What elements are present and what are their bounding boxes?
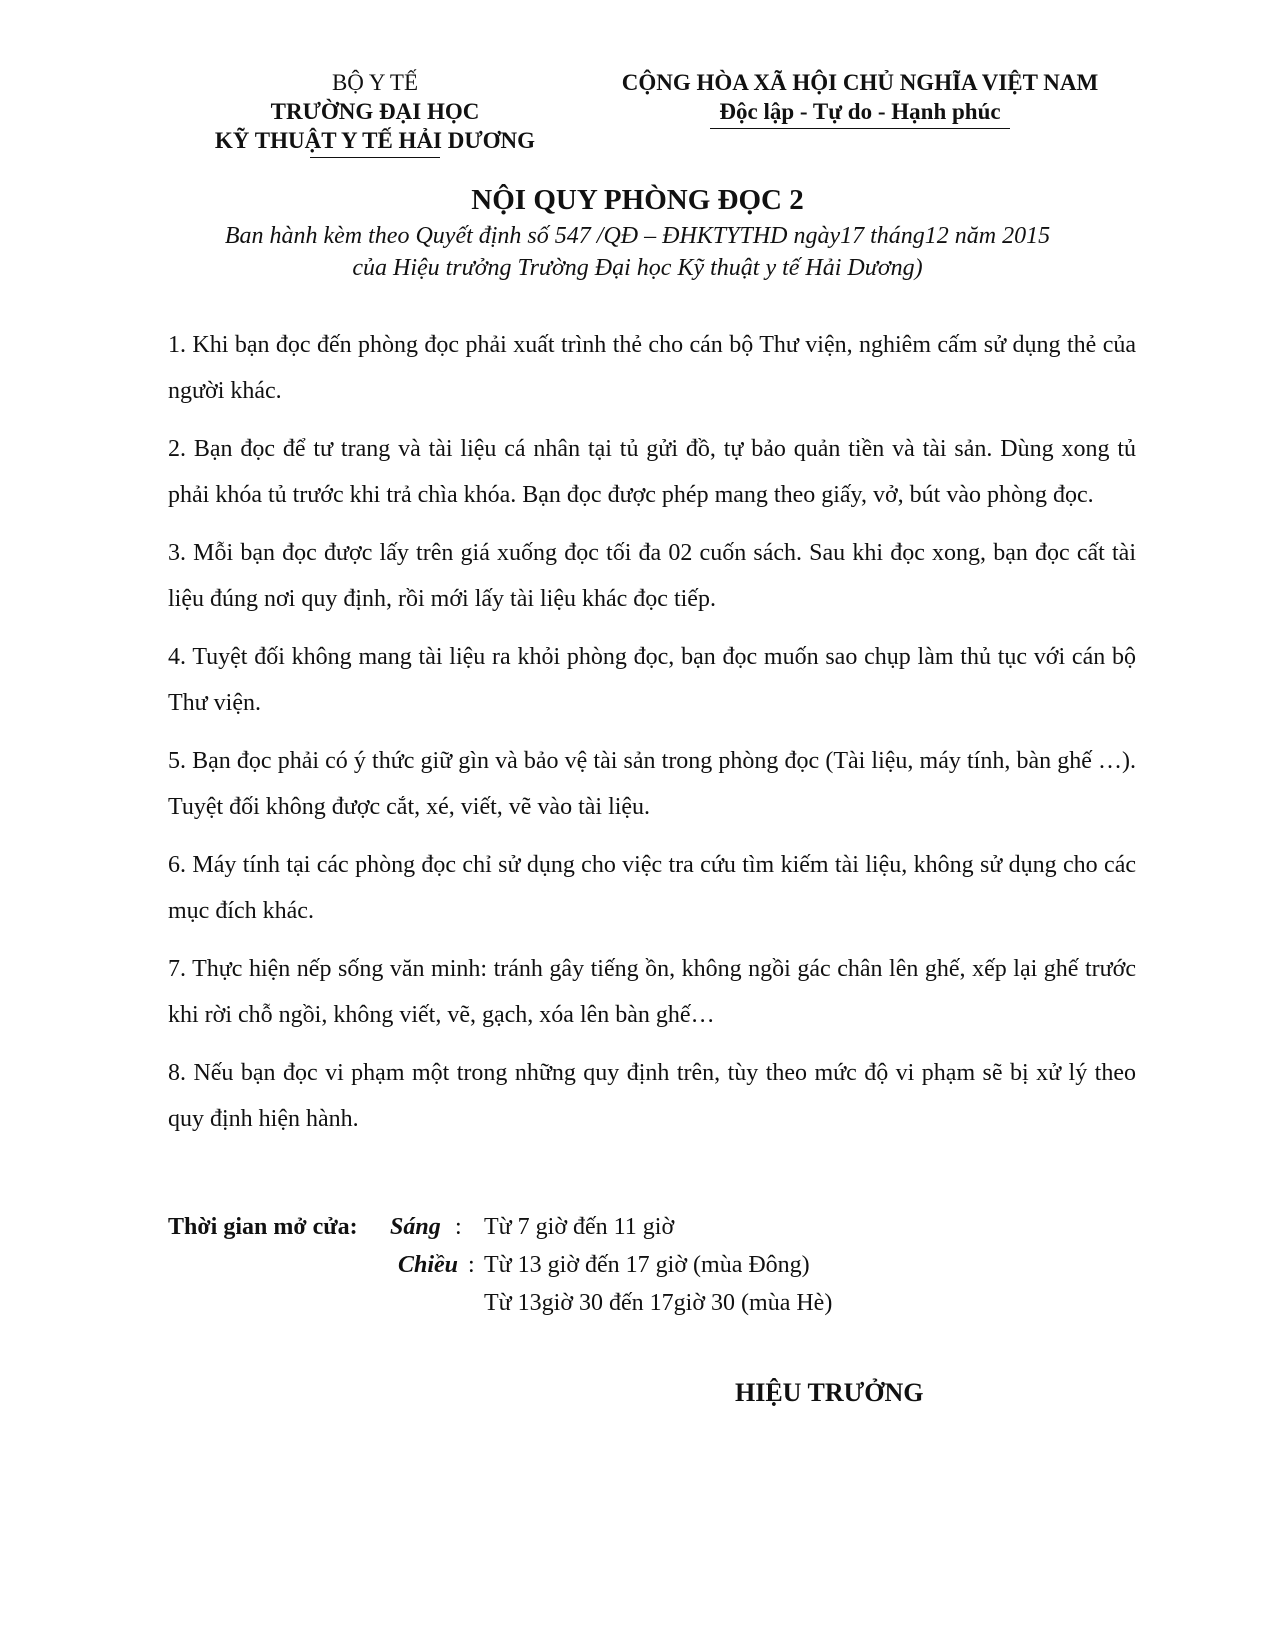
signature-title: HIỆU TRƯỞNG — [735, 1378, 924, 1407]
document-subtitle — [0, 220, 1275, 284]
rule-item: 6. Máy tính tại các phòng đọc chỉ sử dụng cho việc tra cứu tìm kiếm tài liệu, không sử dụng cho các mục đích khác. — [168, 852, 1136, 924]
rule-item: 5. Bạn đọc phải có ý thức giữ gìn và bảo vệ tài sản trong phòng đọc (Tài liệu, máy tính, bàn ghế …). Tuyệt đối không được cắt, xé, viết, vẽ vào tài liệu. — [168, 748, 1136, 820]
rule-item: 8. Nếu bạn đọc vi phạm một trong những quy định trên, tùy theo mức độ vi phạm sẽ bị xử lý theo quy định hiện hành. — [168, 1060, 1136, 1132]
national-motto-header — [600, 68, 1120, 129]
afternoon-winter-hours: Từ 13 giờ đến 17 giờ (mùa Đông) — [484, 1252, 810, 1278]
opening-hours-morning-row — [168, 1208, 1068, 1246]
header-left-underline — [310, 157, 440, 158]
university-name-line1: TRƯỜNG ĐẠI HỌC — [270, 99, 480, 124]
morning-colon: : — [455, 1214, 462, 1240]
ministry-name: BỘ Y TẾ — [331, 70, 419, 95]
rule-item: 4. Tuyệt đối không mang tài liệu ra khỏi phòng đọc, bạn đọc muốn sao chụp làm thủ tục với cán bộ Thư viện. — [168, 644, 1136, 716]
morning-hours: Từ 7 giờ đến 11 giờ — [484, 1214, 675, 1240]
subtitle-line2: của Hiệu trưởng Trường Đại học Kỹ thuật y tế Hải Dương) — [352, 255, 923, 281]
opening-hours-summer-row — [168, 1284, 1068, 1322]
afternoon-summer-hours: Từ 13giờ 30 đến 17giờ 30 (mùa Hè) — [484, 1290, 833, 1316]
afternoon-colon: : — [468, 1252, 475, 1278]
rule-item: 3. Mỗi bạn đọc được lấy trên giá xuống đọc tối đa 02 cuốn sách. Sau khi đọc xong, bạn đọc cất tài liệu đúng nơi quy định, rồi mới lấy tài liệu khác đọc tiếp. — [168, 540, 1136, 612]
opening-hours-afternoon-row — [168, 1246, 1068, 1284]
opening-hours-label: Thời gian mở cửa: — [168, 1214, 358, 1240]
national-motto: Độc lập - Tự do - Hạnh phúc — [719, 99, 1001, 124]
afternoon-label: Chiều — [398, 1252, 459, 1278]
rule-item: 2. Bạn đọc để tư trang và tài liệu cá nhân tại tủ gửi đồ, tự bảo quản tiền và tài sản. Dùng xong tủ phải khóa tủ trước khi trả chìa khóa. Bạn đọc được phép mang theo giấy, vở, bút vào phòng đọc. — [168, 436, 1136, 508]
subtitle-line1: Ban hành kèm theo Quyết định số 547 /QĐ – ĐHKTYTHD ngày17 tháng12 năm 2015 — [224, 223, 1051, 249]
rule-item: 7. Thực hiện nếp sống văn minh: tránh gây tiếng ồn, không ngồi gác chân lên ghế, xếp lại ghế trước khi rời chỗ ngồi, không viết, vẽ, gạch, xóa lên bàn ghế… — [168, 956, 1136, 1028]
issuing-agency-header — [190, 68, 560, 158]
rule-item: 1. Khi bạn đọc đến phòng đọc phải xuất trình thẻ cho cán bộ Thư viện, nghiêm cấm sử dụng thẻ của người khác. — [168, 332, 1136, 404]
document-title: NỘI QUY PHÒNG ĐỌC 2 — [471, 184, 804, 216]
morning-label: Sáng — [390, 1214, 441, 1240]
header-right-underline — [710, 128, 1010, 129]
country-name: CỘNG HÒA XÃ HỘI CHỦ NGHĨA VIỆT NAM — [621, 70, 1099, 95]
university-name-line2: KỸ THUẬT Y TẾ HẢI DƯƠNG — [214, 128, 536, 153]
opening-hours — [168, 1208, 1068, 1322]
rules-list — [168, 322, 1136, 1154]
